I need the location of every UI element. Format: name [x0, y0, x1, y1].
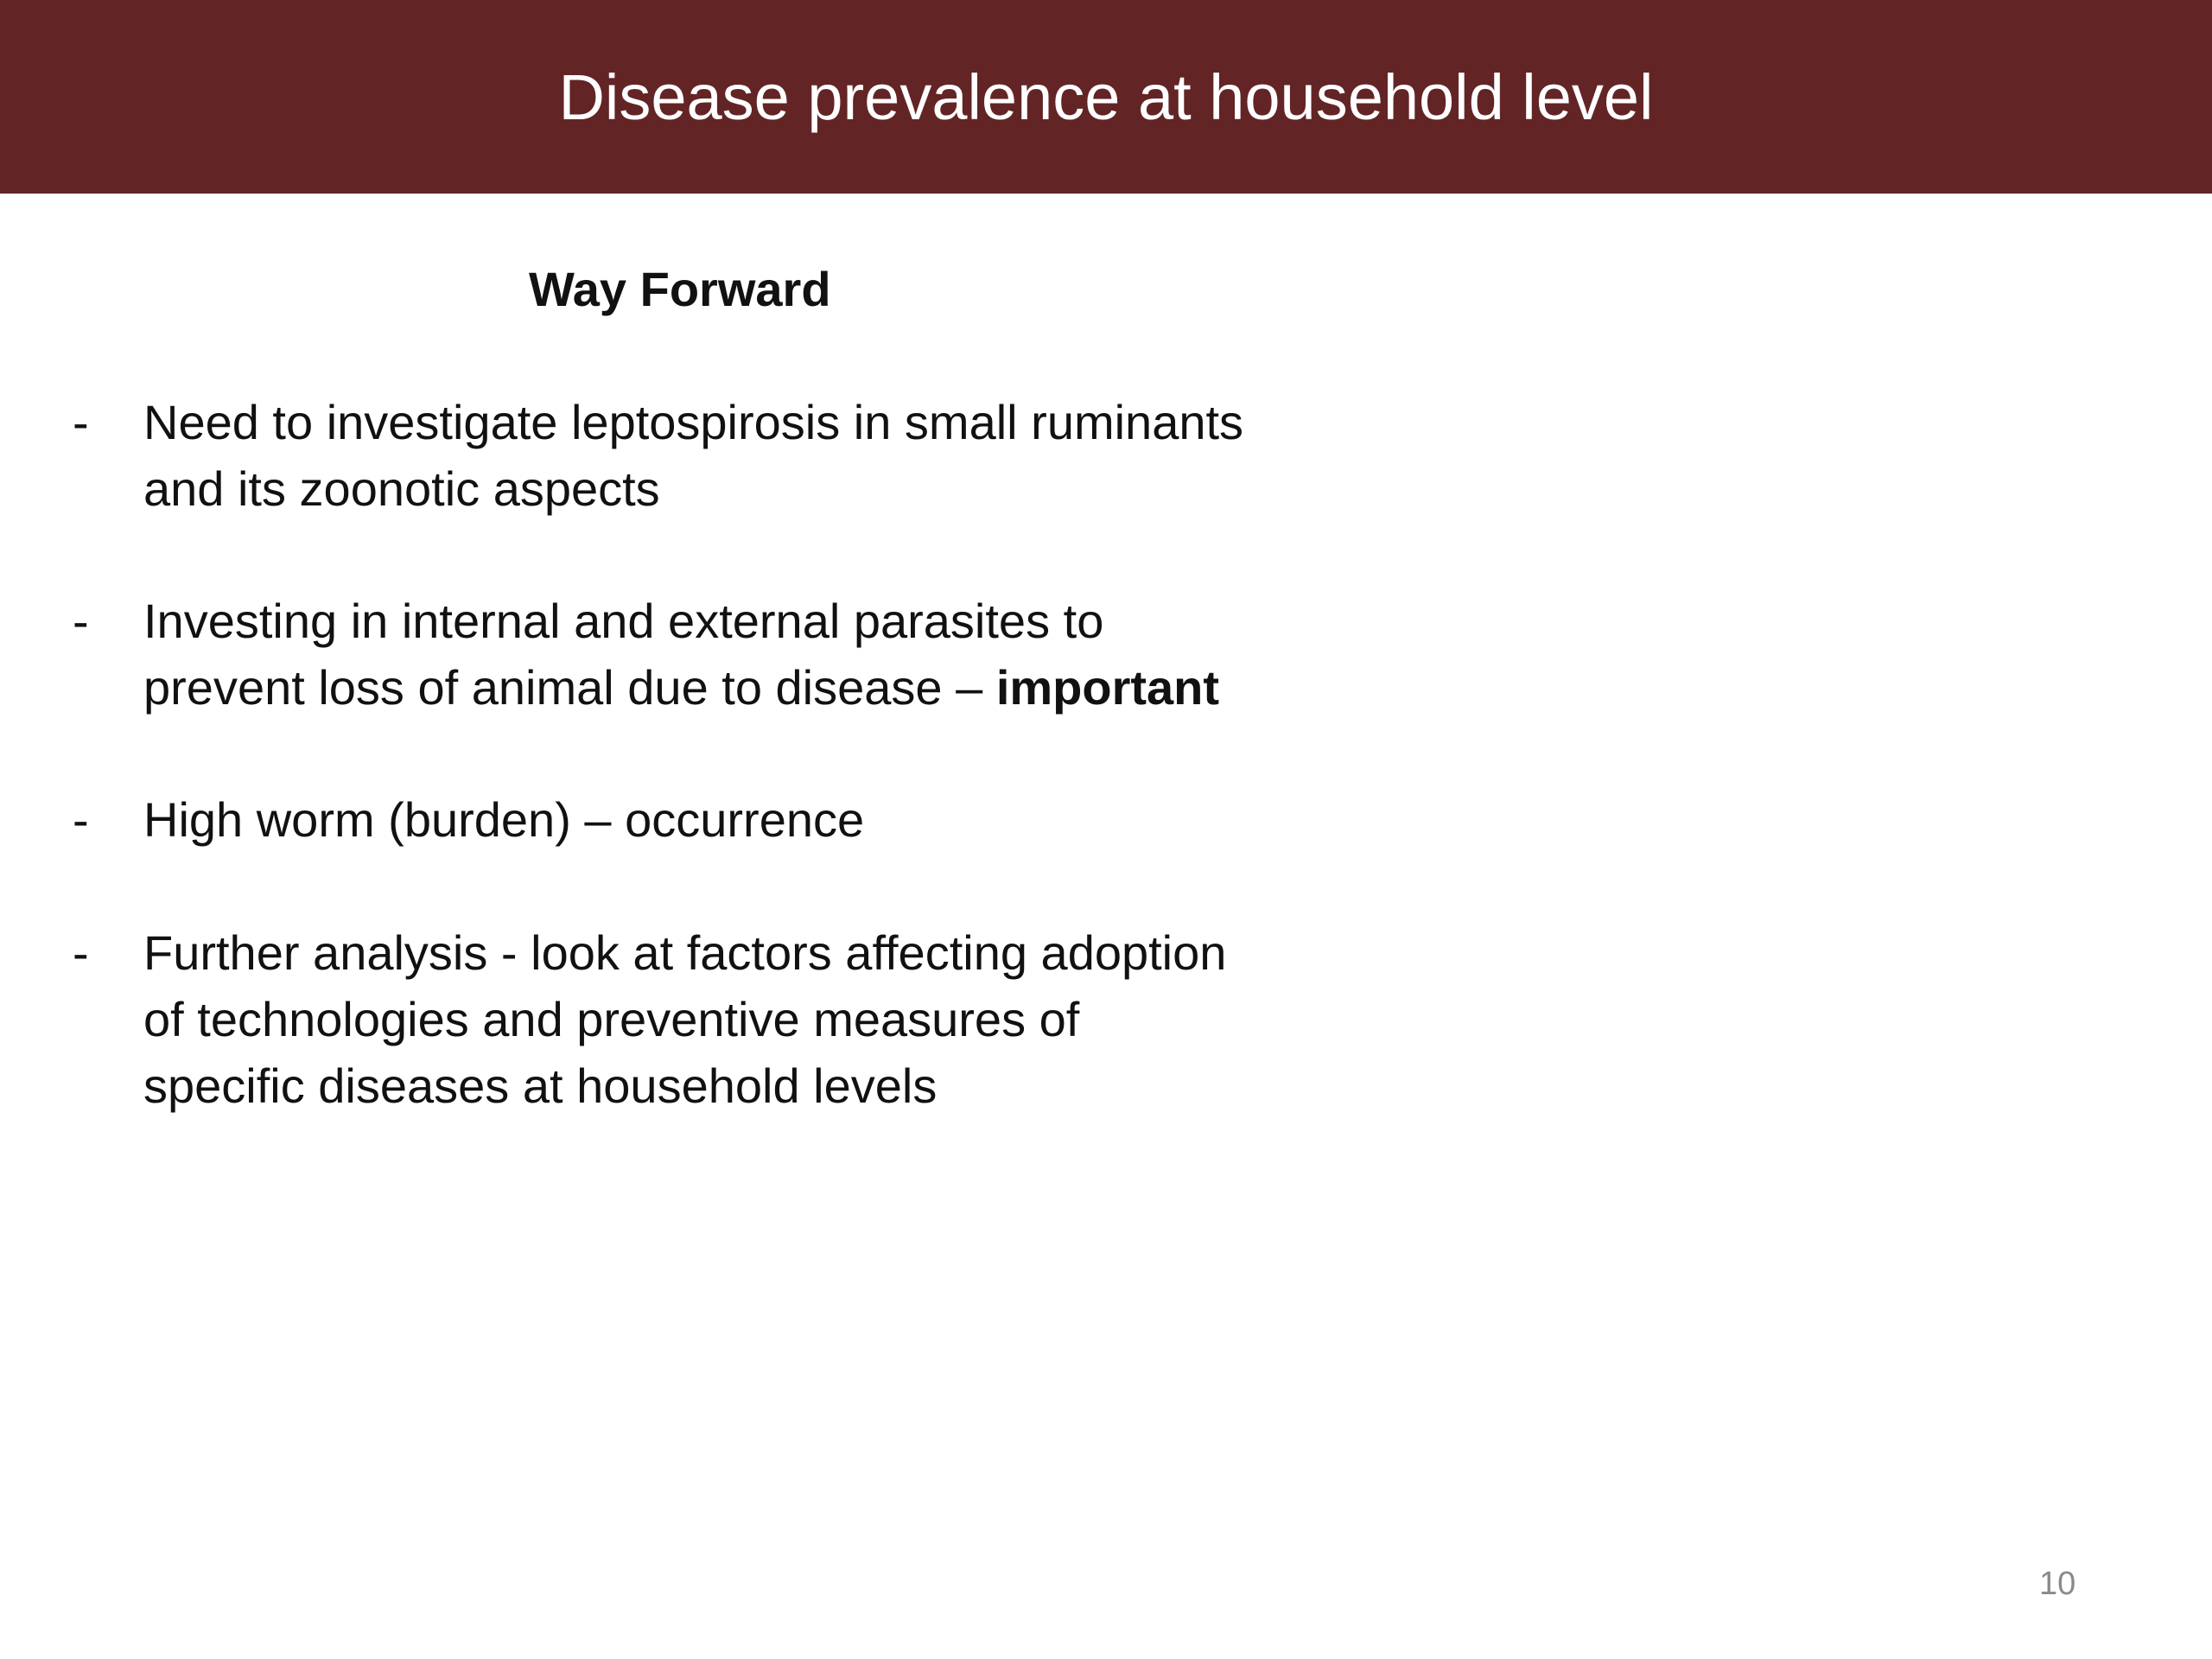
bullet-marker: -	[73, 925, 89, 980]
slide-title: Disease prevalence at household level	[558, 61, 1654, 133]
bullet-line	[143, 654, 1457, 721]
bullet-text	[143, 389, 1457, 522]
bullet-line: Investing in internal and external parasites to	[143, 594, 1104, 648]
bullet-line: of technologies and preventive measures of	[143, 992, 1080, 1046]
bullet-line: and its zoonotic aspects	[143, 461, 660, 516]
bullet-text	[143, 786, 1457, 853]
bullet-line: Further analysis - look at factors affecting adoption	[143, 925, 1227, 980]
bullet-text	[143, 588, 1457, 721]
bullet-text	[143, 919, 1457, 1119]
bullet-line: High worm (burden) – occurrence	[143, 792, 865, 847]
title-bar	[0, 0, 2212, 194]
bullet-line: Need to investigate leptospirosis in small ruminants	[143, 395, 1244, 449]
bullet-marker: -	[73, 792, 89, 847]
section-heading: Way Forward	[529, 262, 831, 316]
emphasis-text: important	[995, 660, 1220, 715]
bullet-line-text: prevent loss of animal due to disease –	[143, 660, 996, 715]
bullet-marker: -	[73, 395, 89, 449]
page-number: 10	[2039, 1566, 2076, 1602]
bullet-line: specific diseases at household levels	[143, 1058, 938, 1113]
bullet-marker: -	[73, 594, 89, 648]
